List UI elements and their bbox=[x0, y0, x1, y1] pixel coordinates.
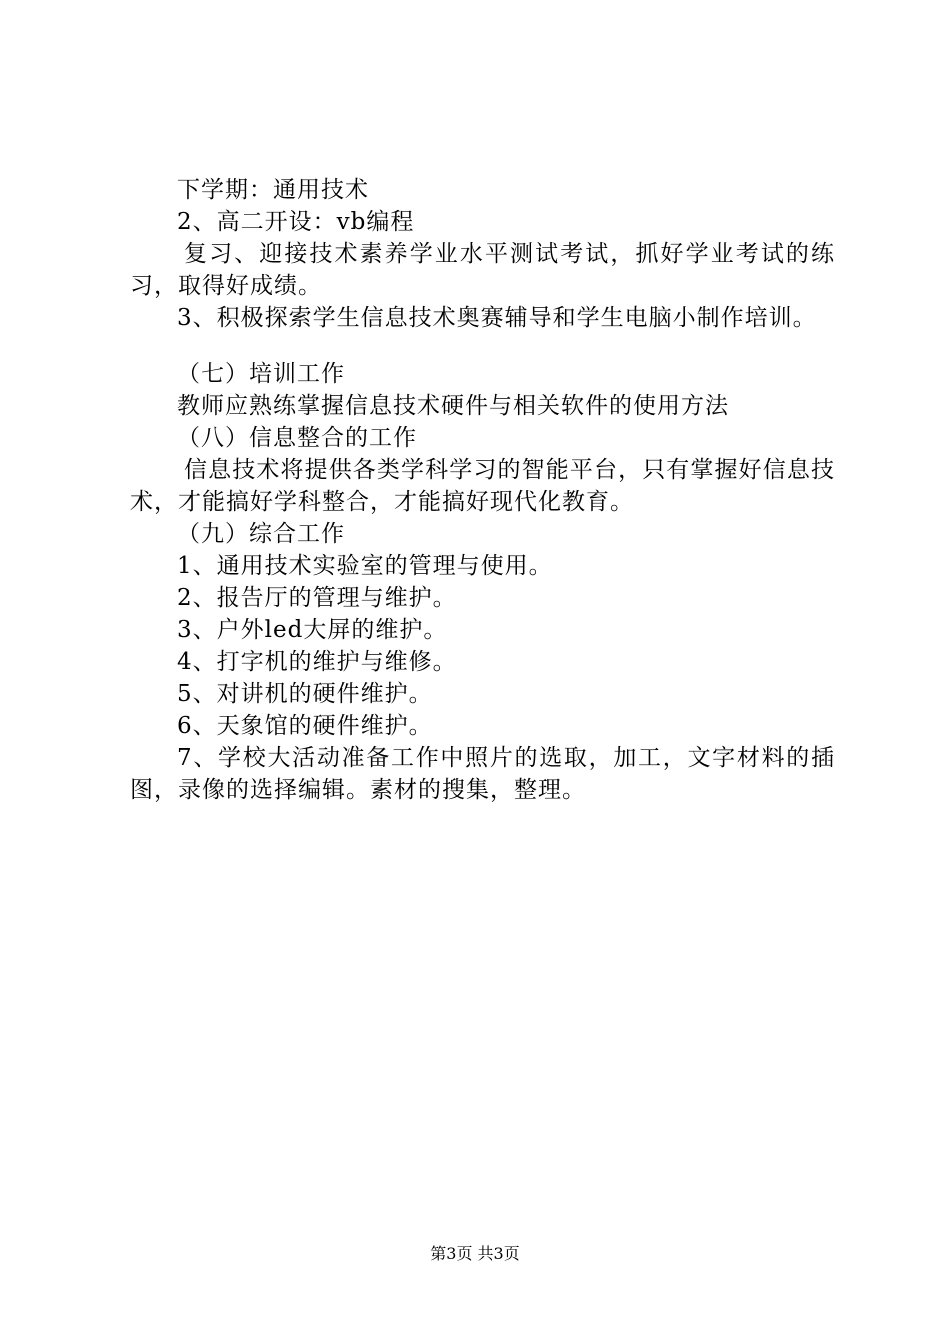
paragraph: 复习、迎接技术素养学业水平测试考试，抓好学业考试的练习，取得好成绩。 bbox=[130, 241, 835, 299]
list-item: 5、对讲机的硬件维护。 bbox=[177, 681, 433, 707]
page-footer: 第3页 共3页 bbox=[430, 1244, 520, 1263]
document-body bbox=[130, 174, 835, 806]
text-line: 教师应熟练掌握信息技术硬件与相关软件的使用方法 bbox=[177, 393, 729, 419]
list-item: 7、学校大活动准备工作中照片的选取，加工，文字材料的插图，录像的选择编辑。素材的搜集，整理。 bbox=[130, 745, 835, 803]
section-heading: （七）培训工作 bbox=[177, 361, 345, 387]
section-heading: （八）信息整合的工作 bbox=[177, 425, 417, 451]
list-item: 3、户外led大屏的维护。 bbox=[177, 617, 448, 643]
list-item: 4、打字机的维护与维修。 bbox=[177, 649, 457, 675]
list-item: 2、报告厅的管理与维护。 bbox=[177, 585, 457, 611]
section-heading: （九）综合工作 bbox=[177, 521, 345, 547]
text-line: 3、积极探索学生信息技术奥赛辅导和学生电脑小制作培训。 bbox=[177, 305, 817, 331]
list-item: 1、通用技术实验室的管理与使用。 bbox=[177, 553, 553, 579]
paragraph-gap bbox=[130, 334, 835, 358]
text-line: 2、高二开设：vb编程 bbox=[177, 209, 415, 235]
text-line: 下学期：通用技术 bbox=[177, 177, 369, 203]
list-item: 6、天象馆的硬件维护。 bbox=[177, 713, 433, 739]
paragraph: 信息技术将提供各类学科学习的智能平台，只有掌握好信息技术，才能搞好学科整合，才能搞好现代化教育。 bbox=[130, 457, 835, 515]
